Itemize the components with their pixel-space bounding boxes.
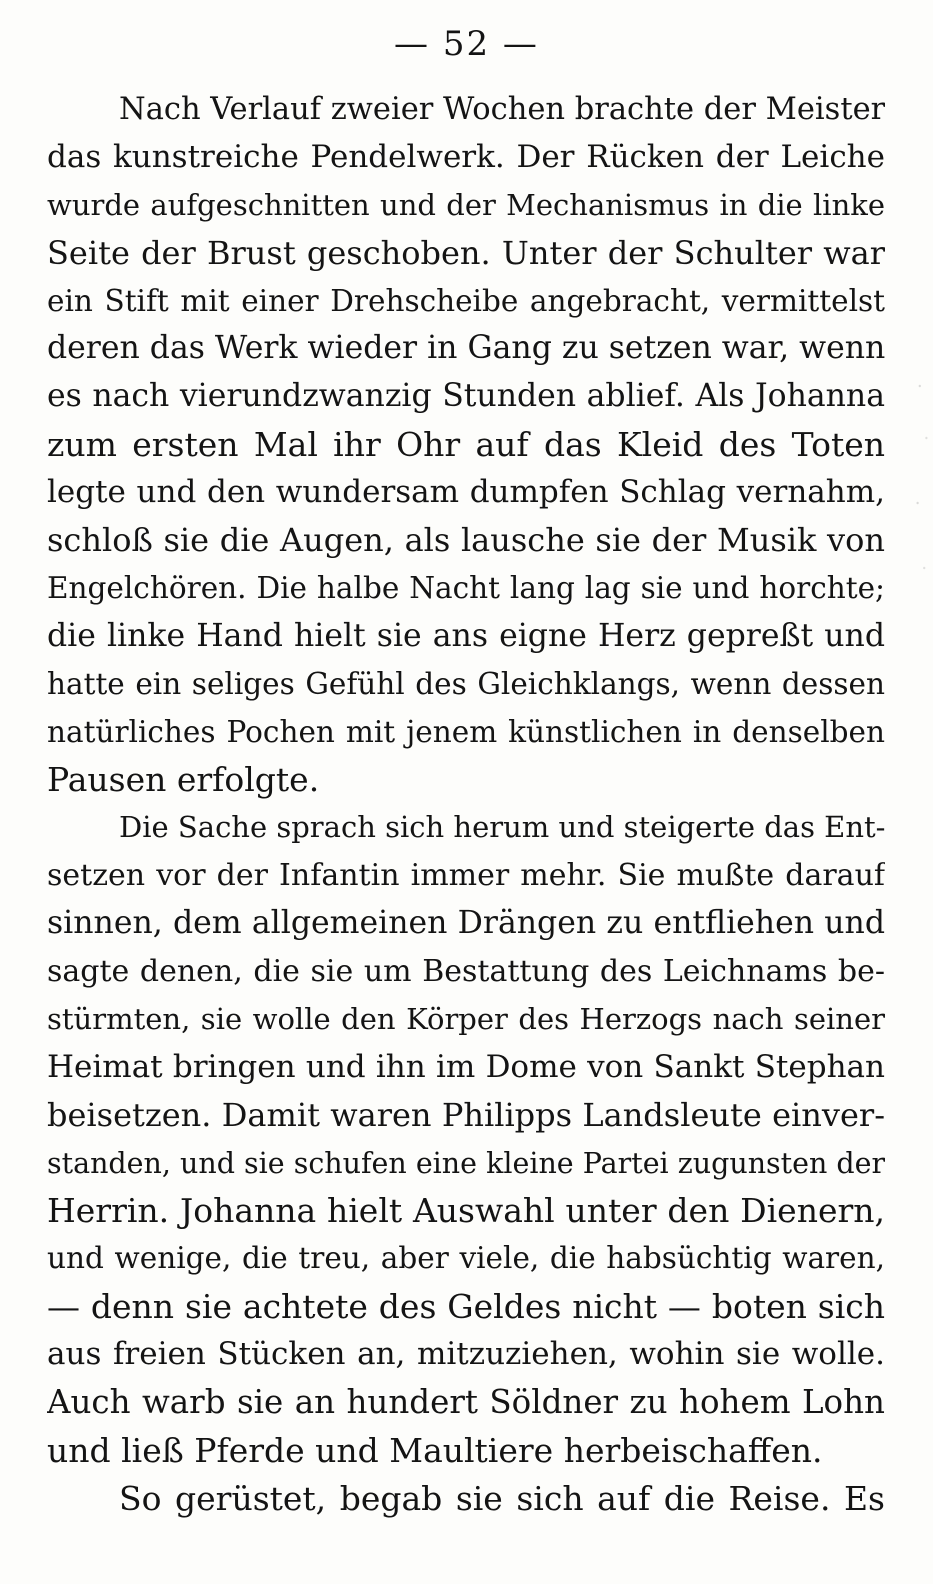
- text-line: die linke Hand hielt sie ans eigne Herz gepreßt und: [47, 617, 885, 654]
- text-line: Die Sache sprach sich herum und steigerte das Ent-: [119, 810, 885, 845]
- text-line: So gerüstet, begab sie sich auf die Reise. Es: [119, 1478, 885, 1518]
- text-line: deren das Werk wieder in Gang zu setzen war, wenn: [47, 330, 885, 367]
- text-line: Engelchören. Die halbe Nacht lang lag sie und horchte;: [47, 570, 885, 605]
- text-line: sagte denen, die sie um Bestattung des Leichnams be-: [47, 954, 885, 990]
- text-line: sinnen, dem allgemeinen Drängen zu entfliehen und: [47, 905, 885, 942]
- text-line: Heimat bringen und ihn im Dome von Sankt Stephan: [47, 1048, 885, 1085]
- text-line: wurde aufgeschnitten und der Mechanismus in die linke: [47, 187, 885, 222]
- text-line: setzen vor der Infantin immer mehr. Sie mußte darauf: [47, 858, 885, 894]
- text-line: Seite der Brust geschoben. Unter der Schulter war: [47, 233, 885, 272]
- text-line: legte und den wundersam dumpfen Schlag vernahm,: [47, 474, 885, 511]
- page-number: — 52 —: [394, 24, 539, 64]
- scan-speckles: [911, 360, 933, 620]
- text-line: stürmten, sie wolle den Körper des Herzogs nach seiner: [47, 1001, 885, 1036]
- text-line: ein Stift mit einer Drehscheibe angebracht, vermittelst: [47, 283, 885, 318]
- text-line: es nach vierundzwanzig Stunden ablief. Als Johanna: [47, 378, 885, 415]
- text-line: Herrin. Johanna hielt Auswahl unter den Dienern,: [47, 1191, 885, 1231]
- text-line: natürliches Pochen mit jenem künstlichen in denselben: [47, 714, 885, 749]
- text-line: — denn sie achtete des Geldes nicht — boten sich: [47, 1287, 885, 1327]
- text-line: zum ersten Mal ihr Ohr auf das Kleid des Toten: [47, 425, 885, 465]
- text-line: Nach Verlauf zweier Wochen brachte der Meister: [119, 92, 885, 127]
- text-line: beisetzen. Damit waren Philipps Landsleute einver-: [47, 1095, 885, 1134]
- text-line: Pausen erfolgte.: [47, 760, 320, 800]
- text-line: Auch warb sie an hundert Söldner zu hohem Lohn: [47, 1383, 885, 1422]
- text-line: standen, und sie schufen eine kleine Partei zugunsten der: [47, 1146, 885, 1180]
- text-line: hatte ein seliges Gefühl des Gleichklangs, wenn dessen: [47, 666, 885, 701]
- text-line: aus freien Stücken an, mitzuziehen, wohin sie wolle.: [47, 1336, 885, 1373]
- text-line: schloß sie die Augen, als lausche sie der Musik von: [47, 521, 885, 560]
- text-line: und wenige, die treu, aber viele, die habsüchtig waren,: [47, 1241, 885, 1276]
- body-text: [47, 86, 885, 1523]
- text-line: und ließ Pferde und Maultiere herbeischaffen.: [47, 1430, 823, 1470]
- text-line: das kunstreiche Pendelwerk. Der Rücken der Leiche: [47, 138, 885, 175]
